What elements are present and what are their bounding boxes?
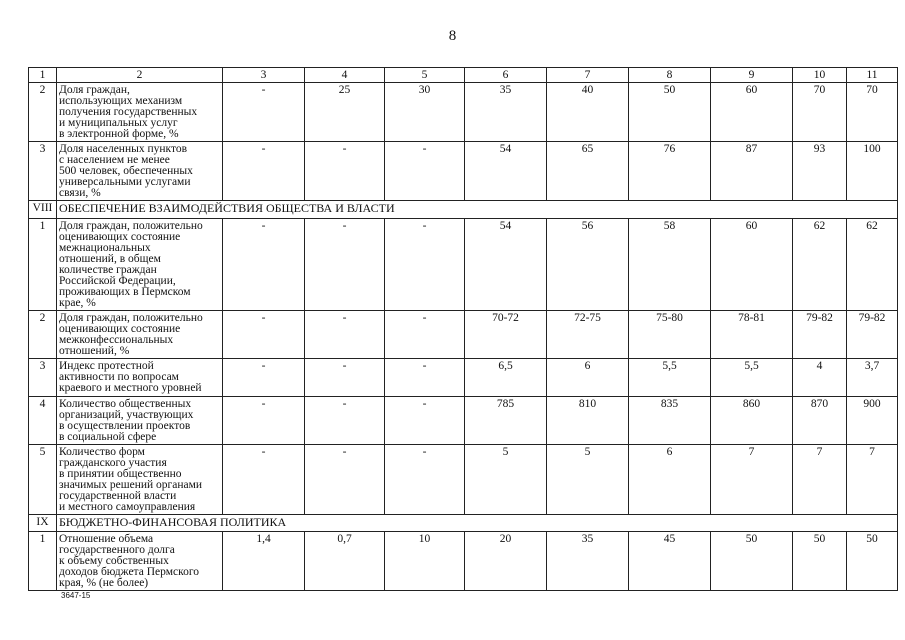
table-row <box>29 142 898 201</box>
header-cell: 2 <box>57 68 223 83</box>
table-row <box>29 359 898 397</box>
value-cell: 72-75 <box>547 311 629 359</box>
value-cell: - <box>223 83 305 142</box>
value-cell: 65 <box>547 142 629 201</box>
row-number: 2 <box>29 311 57 359</box>
value-cell: 10 <box>385 532 465 591</box>
indicator-name: Отношение объема государственного долга к объему собственных доходов бюджета Пермского края, % (не более) <box>57 532 223 591</box>
value-cell: - <box>223 142 305 201</box>
value-cell: 62 <box>847 219 898 311</box>
value-cell: 45 <box>629 532 711 591</box>
value-cell: 79-82 <box>793 311 847 359</box>
indicators-table <box>28 67 898 591</box>
table-row <box>29 311 898 359</box>
value-cell: 87 <box>711 142 793 201</box>
header-cell: 9 <box>711 68 793 83</box>
section-title: БЮДЖЕТНО-ФИНАНСОВАЯ ПОЛИТИКА <box>57 515 898 532</box>
value-cell: 5 <box>465 445 547 515</box>
value-cell: - <box>305 142 385 201</box>
value-cell: 56 <box>547 219 629 311</box>
section-row <box>29 201 898 219</box>
value-cell: - <box>385 311 465 359</box>
row-number: 3 <box>29 359 57 397</box>
value-cell: 79-82 <box>847 311 898 359</box>
value-cell: - <box>223 311 305 359</box>
value-cell: - <box>223 359 305 397</box>
header-row <box>29 68 898 83</box>
value-cell: 58 <box>629 219 711 311</box>
indicator-name: Доля граждан, положительно оценивающих состояние межнациональных отношений, в общем количестве граждан Российской Федерации, проживающих в Пермском крае, % <box>57 219 223 311</box>
header-cell: 1 <box>29 68 57 83</box>
header-cell: 4 <box>305 68 385 83</box>
indicator-name: Доля граждан, использующих механизм получения государственных и муниципальных услуг в электронной форме, % <box>57 83 223 142</box>
header-cell: 8 <box>629 68 711 83</box>
value-cell: 35 <box>547 532 629 591</box>
value-cell: 54 <box>465 142 547 201</box>
value-cell: 76 <box>629 142 711 201</box>
page-number: 8 <box>448 28 457 44</box>
value-cell: 7 <box>847 445 898 515</box>
value-cell: 900 <box>847 397 898 445</box>
value-cell: - <box>305 219 385 311</box>
document-code: 3647-15 <box>61 591 91 600</box>
section-title: ОБЕСПЕЧЕНИЕ ВЗАИМОДЕЙСТВИЯ ОБЩЕСТВА И ВЛАСТИ <box>57 201 898 219</box>
value-cell: 93 <box>793 142 847 201</box>
value-cell: - <box>305 359 385 397</box>
table-row <box>29 532 898 591</box>
value-cell: - <box>305 311 385 359</box>
value-cell: 75-80 <box>629 311 711 359</box>
value-cell: 7 <box>793 445 847 515</box>
value-cell: - <box>385 397 465 445</box>
value-cell: - <box>385 359 465 397</box>
row-number: 4 <box>29 397 57 445</box>
value-cell: 4 <box>793 359 847 397</box>
value-cell: 78-81 <box>711 311 793 359</box>
row-number: 1 <box>29 219 57 311</box>
value-cell: 62 <box>793 219 847 311</box>
indicator-name: Количество общественных организаций, участвующих в осуществлении проектов в социальной сфере <box>57 397 223 445</box>
value-cell: 50 <box>629 83 711 142</box>
section-number: IX <box>29 515 57 532</box>
value-cell: 5,5 <box>629 359 711 397</box>
value-cell: 70 <box>847 83 898 142</box>
row-number: 2 <box>29 83 57 142</box>
value-cell: 50 <box>711 532 793 591</box>
table-row <box>29 397 898 445</box>
value-cell: 40 <box>547 83 629 142</box>
row-number: 5 <box>29 445 57 515</box>
value-cell: 5 <box>547 445 629 515</box>
header-cell: 3 <box>223 68 305 83</box>
indicator-name: Количество форм гражданского участия в принятии общественно значимых решений органами государственной власти и местного самоуправления <box>57 445 223 515</box>
value-cell: 5,5 <box>711 359 793 397</box>
header-cell: 7 <box>547 68 629 83</box>
table-row <box>29 445 898 515</box>
value-cell: 1,4 <box>223 532 305 591</box>
value-cell: 35 <box>465 83 547 142</box>
section-row <box>29 515 898 532</box>
value-cell: 0,7 <box>305 532 385 591</box>
table-row <box>29 83 898 142</box>
value-cell: 3,7 <box>847 359 898 397</box>
row-number: 3 <box>29 142 57 201</box>
header-cell: 6 <box>465 68 547 83</box>
value-cell: 785 <box>465 397 547 445</box>
value-cell: - <box>385 219 465 311</box>
value-cell: 54 <box>465 219 547 311</box>
value-cell: 6 <box>547 359 629 397</box>
value-cell: 835 <box>629 397 711 445</box>
table-row <box>29 219 898 311</box>
indicator-name: Индекс протестной активности по вопросам краевого и местного уровней <box>57 359 223 397</box>
section-number: VIII <box>29 201 57 219</box>
value-cell: 50 <box>847 532 898 591</box>
value-cell: 860 <box>711 397 793 445</box>
value-cell: - <box>385 445 465 515</box>
value-cell: 30 <box>385 83 465 142</box>
value-cell: 100 <box>847 142 898 201</box>
value-cell: 7 <box>711 445 793 515</box>
value-cell: 25 <box>305 83 385 142</box>
value-cell: 810 <box>547 397 629 445</box>
value-cell: 70-72 <box>465 311 547 359</box>
value-cell: - <box>223 219 305 311</box>
value-cell: 60 <box>711 219 793 311</box>
header-cell: 10 <box>793 68 847 83</box>
indicator-name: Доля населенных пунктов с населением не менее 500 человек, обеспеченных универсальными услугами связи, % <box>57 142 223 201</box>
indicator-name: Доля граждан, положительно оценивающих состояние межконфессиональных отношений, % <box>57 311 223 359</box>
value-cell: - <box>223 445 305 515</box>
value-cell: 6,5 <box>465 359 547 397</box>
header-cell: 11 <box>847 68 898 83</box>
value-cell: 70 <box>793 83 847 142</box>
value-cell: - <box>385 142 465 201</box>
value-cell: - <box>305 445 385 515</box>
value-cell: - <box>223 397 305 445</box>
value-cell: 870 <box>793 397 847 445</box>
header-cell: 5 <box>385 68 465 83</box>
value-cell: 20 <box>465 532 547 591</box>
value-cell: - <box>305 397 385 445</box>
row-number: 1 <box>29 532 57 591</box>
value-cell: 50 <box>793 532 847 591</box>
value-cell: 60 <box>711 83 793 142</box>
value-cell: 6 <box>629 445 711 515</box>
